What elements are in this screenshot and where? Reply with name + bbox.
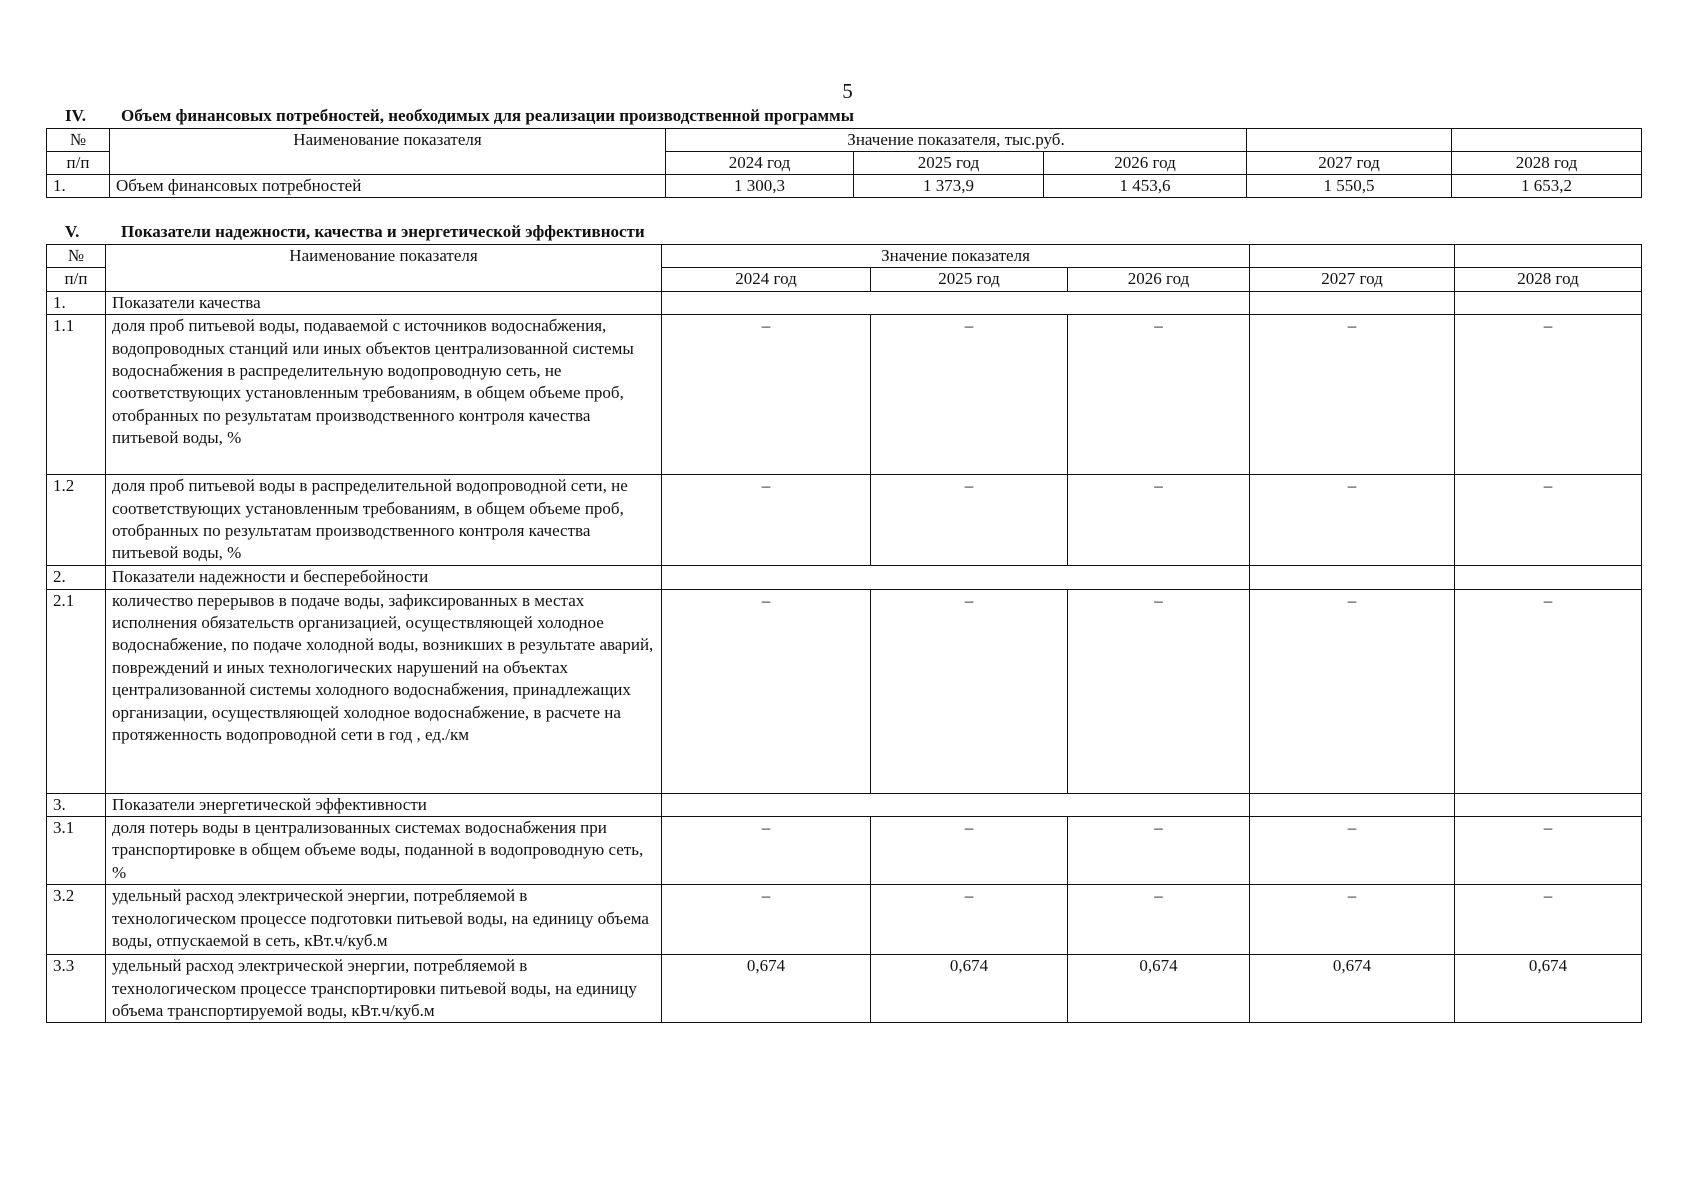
row-value-2024: – [662, 817, 871, 885]
group-name: Показатели качества [106, 291, 662, 314]
table-header-row [47, 245, 1642, 268]
row-value-2024: – [662, 315, 871, 475]
row-value-2026: 0,674 [1068, 955, 1250, 1023]
group-row-energy [47, 793, 1642, 816]
row-value-2027: 1 550,5 [1247, 175, 1452, 198]
row-name: доля проб питьевой воды, подаваемой с источников водоснабжения, водопроводных станций или иных объектов централизованной системы водоснабжения в распределительную водопроводную сеть, не соответствующих установленным требованиям, в общем объеме проб, отобранных по результатам производственного контроля качества питьевой воды, % [106, 315, 662, 475]
header-num: № [47, 245, 106, 268]
row-value-2026: – [1068, 315, 1250, 475]
group-empty [1250, 291, 1455, 314]
row-value-2027: – [1250, 885, 1455, 955]
header-empty-2028 [1452, 129, 1642, 152]
header-name: Наименование показателя [106, 245, 662, 292]
group-empty [1455, 793, 1642, 816]
row-value-2028: – [1455, 589, 1642, 793]
year-2024: 2024 год [666, 152, 854, 175]
row-value-2024: – [662, 475, 871, 566]
row-name: Объем финансовых потребностей [110, 175, 666, 198]
year-2027: 2027 год [1247, 152, 1452, 175]
header-name: Наименование показателя [110, 129, 666, 175]
year-2025: 2025 год [871, 268, 1068, 291]
row-value-2026: – [1068, 475, 1250, 566]
group-empty [1455, 566, 1642, 589]
row-value-2025: – [871, 315, 1068, 475]
row-value-2028: 1 653,2 [1452, 175, 1642, 198]
row-value-2027: 0,674 [1250, 955, 1455, 1023]
row-value-2026: – [1068, 885, 1250, 955]
table-row [47, 817, 1642, 885]
group-empty [1250, 566, 1455, 589]
row-num: 2.1 [47, 589, 106, 793]
row-value-2028: – [1455, 475, 1642, 566]
section-4-roman: IV. [65, 106, 86, 125]
row-value-2026: 1 453,6 [1044, 175, 1247, 198]
group-num: 1. [47, 291, 106, 314]
row-value-2024: 0,674 [662, 955, 871, 1023]
header-value: Значение показателя, тыс.руб. [666, 129, 1247, 152]
row-value-2028: – [1455, 885, 1642, 955]
year-2028: 2028 год [1455, 268, 1642, 291]
header-num-2: п/п [47, 152, 110, 175]
row-value-2025: – [871, 885, 1068, 955]
row-value-2025: – [871, 589, 1068, 793]
page-number: 5 [842, 79, 853, 103]
row-name: удельный расход электрической энергии, потребляемой в технологическом процессе подготовки питьевой воды, на единицу объема воды, отпускаемой в сеть, кВт.ч/куб.м [106, 885, 662, 955]
row-value-2024: – [662, 589, 871, 793]
row-value-2026: – [1068, 589, 1250, 793]
header-empty-2027 [1247, 129, 1452, 152]
row-value-2026: – [1068, 817, 1250, 885]
header-value: Значение показателя [662, 245, 1250, 268]
group-empty [662, 291, 1250, 314]
financial-needs-table [46, 128, 1642, 198]
row-value-2028: – [1455, 315, 1642, 475]
group-num: 2. [47, 566, 106, 589]
row-num: 1.2 [47, 475, 106, 566]
year-2025: 2025 год [854, 152, 1044, 175]
group-num: 3. [47, 793, 106, 816]
row-value-2025: – [871, 817, 1068, 885]
section-5-title [65, 222, 645, 242]
row-name: удельный расход электрической энергии, потребляемой в технологическом процессе транспортировки питьевой воды, на единицу объема транспортируемой воды, кВт.ч/куб.м [106, 955, 662, 1023]
table-row [47, 885, 1642, 955]
row-num: 3.2 [47, 885, 106, 955]
header-empty-2028 [1455, 245, 1642, 268]
year-2026: 2026 год [1068, 268, 1250, 291]
table-row [47, 175, 1642, 198]
group-empty [1455, 291, 1642, 314]
header-empty-2027 [1250, 245, 1455, 268]
row-num: 3.3 [47, 955, 106, 1023]
group-empty [662, 793, 1250, 816]
row-num: 3.1 [47, 817, 106, 885]
table-row [47, 315, 1642, 475]
year-2027: 2027 год [1250, 268, 1455, 291]
group-name: Показатели энергетической эффективности [106, 793, 662, 816]
row-num: 1. [47, 175, 110, 198]
row-value-2025: 0,674 [871, 955, 1068, 1023]
year-2026: 2026 год [1044, 152, 1247, 175]
group-row-quality [47, 291, 1642, 314]
table-row [47, 475, 1642, 566]
group-row-reliability [47, 566, 1642, 589]
table-row [47, 955, 1642, 1023]
group-name: Показатели надежности и бесперебойности [106, 566, 662, 589]
table-header-row [47, 129, 1642, 152]
row-value-2024: – [662, 885, 871, 955]
section-4-title-text: Объем финансовых потребностей, необходимых для реализации производственной программы [121, 106, 854, 125]
row-value-2028: 0,674 [1455, 955, 1642, 1023]
row-value-2027: – [1250, 475, 1455, 566]
row-name: доля проб питьевой воды в распределительной водопроводной сети, не соответствующих установленным требованиям, в общем объеме проб, отобранных по результатам производственного контроля качества питьевой воды, % [106, 475, 662, 566]
section-5-title-text: Показатели надежности, качества и энергетической эффективности [121, 222, 645, 241]
year-2028: 2028 год [1452, 152, 1642, 175]
row-value-2027: – [1250, 589, 1455, 793]
row-value-2024: 1 300,3 [666, 175, 854, 198]
indicators-table [46, 244, 1642, 1023]
row-value-2025: – [871, 475, 1068, 566]
row-name: доля потерь воды в централизованных системах водоснабжения при транспортировке в общем объеме воды, поданной в водопроводную сеть, % [106, 817, 662, 885]
group-empty [1250, 793, 1455, 816]
section-5-roman: V. [65, 222, 80, 241]
header-num-2: п/п [47, 268, 106, 291]
row-num: 1.1 [47, 315, 106, 475]
row-name: количество перерывов в подаче воды, зафиксированных в местах исполнения обязательств организацией, осуществляющей холодное водоснабжение, по подаче холодной воды, возникших в результате аварий, повреждений и иных технологических нарушений на объектах централизованной системы холодного водоснабжения, принадлежащих организации, осуществляющей холодное водоснабжение, в расчете на протяженность водопроводной сети в год , ед./км [106, 589, 662, 793]
year-2024: 2024 год [662, 268, 871, 291]
row-value-2027: – [1250, 315, 1455, 475]
table-row [47, 589, 1642, 793]
header-num: № [47, 129, 110, 152]
row-value-2025: 1 373,9 [854, 175, 1044, 198]
row-value-2027: – [1250, 817, 1455, 885]
row-value-2028: – [1455, 817, 1642, 885]
group-empty [662, 566, 1250, 589]
section-4-title [65, 106, 854, 126]
